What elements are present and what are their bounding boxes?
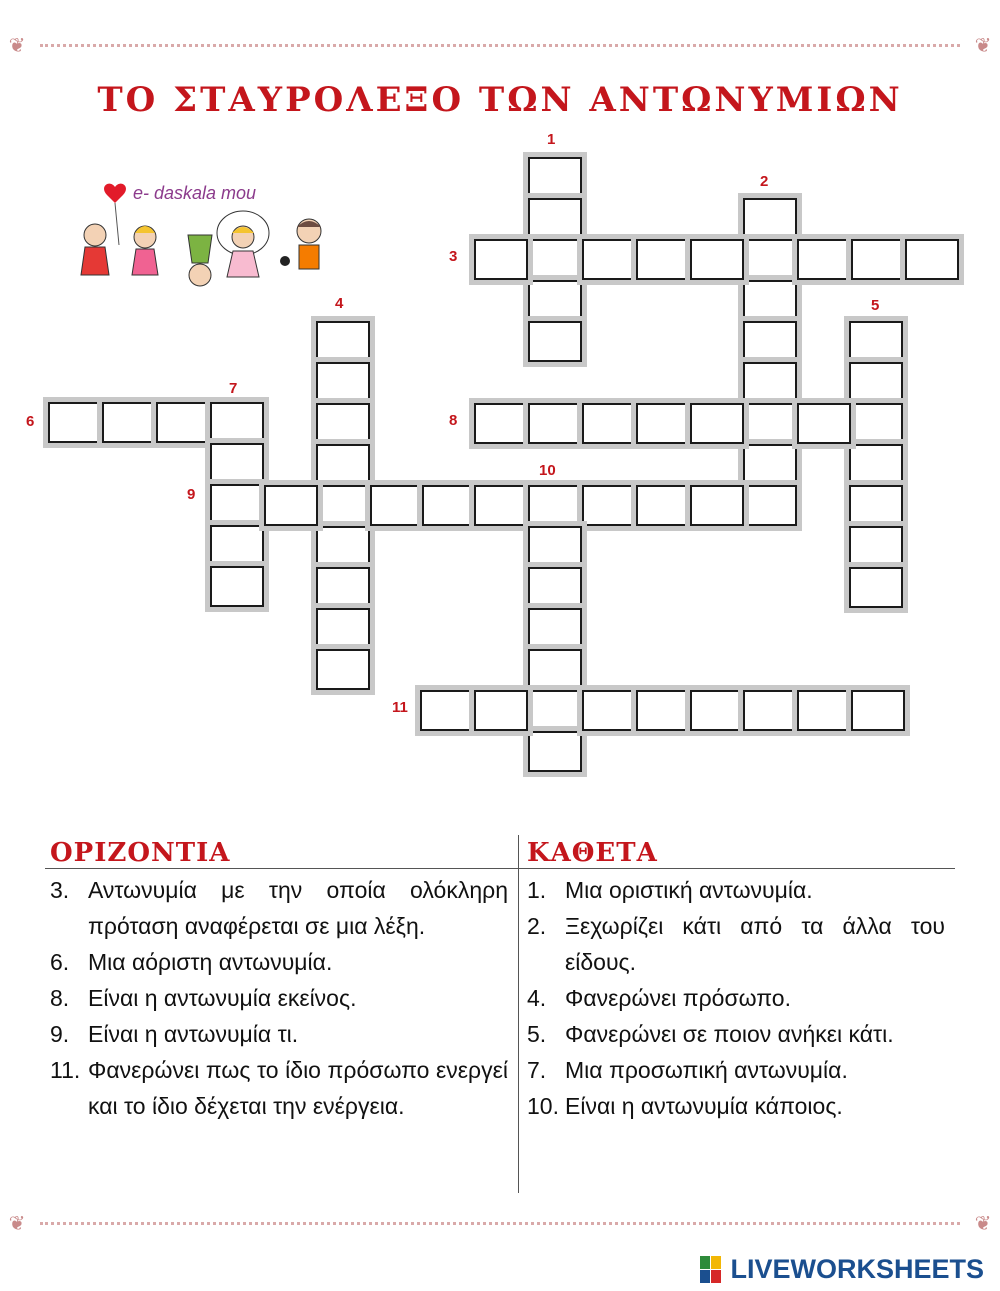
crossword-cell[interactable] [849,526,903,567]
crossword-cell[interactable] [849,362,903,403]
crossword-cell[interactable] [797,239,851,280]
crossword-cell[interactable] [474,403,528,444]
crossword-cell[interactable] [210,402,264,443]
crossword-cell[interactable] [849,321,903,362]
crossword-cell[interactable] [528,239,582,280]
crossword-cell[interactable] [743,362,797,403]
crossword-cell[interactable] [690,239,744,280]
list-item: 4. Φανερώνει πρόσωπο. [527,985,791,1011]
crossword-cell[interactable] [582,403,636,444]
crossword-cell[interactable] [528,321,582,362]
crossword-cell[interactable] [370,485,424,526]
crossword-cell[interactable] [528,731,582,772]
crossword-cell[interactable] [849,444,903,485]
crossword-cell[interactable] [528,157,582,198]
list-item: 5. Φανερώνει σε ποιον ανήκει κάτι. [527,1021,894,1047]
crossword-cell[interactable] [528,280,582,321]
clue-number-6: 6 [26,413,35,430]
crossword-cell[interactable] [210,484,264,525]
crossword-cell[interactable] [636,403,690,444]
crossword-cell[interactable] [690,403,744,444]
down-clues [527,872,945,1124]
crossword-cell[interactable] [316,321,370,362]
page-title: ΤΟ ΣΤΑΥΡΟΛΕΞΟ ΤΩΝ ΑΝΤΩΝΥΜΙΩΝ [97,80,903,120]
corner-ornament-icon: ❦ [8,33,26,57]
corner-ornament-icon: ❦ [974,1211,992,1235]
crossword-cell[interactable] [528,567,582,608]
clue-number-7: 7 [229,380,238,397]
clue-number-8: 8 [449,412,458,429]
crossword-cell[interactable] [156,402,210,443]
crossword-cell[interactable] [528,608,582,649]
crossword-cell[interactable] [420,690,474,731]
crossword-cell[interactable] [528,526,582,567]
crossword-cell[interactable] [851,239,905,280]
crossword-cell[interactable] [528,690,582,731]
crossword-cell[interactable] [743,321,797,362]
list-item: 9. Είναι η αντωνυμία τι. [50,1021,299,1047]
corner-ornament-icon: ❦ [974,33,992,57]
list-item: 2. Ξεχωρίζει κάτι από τα άλλα του είδους. [527,913,945,975]
crossword-cell[interactable] [102,402,156,443]
crossword-cell[interactable] [48,402,102,443]
crossword-cell[interactable] [582,485,636,526]
across-clues [50,872,508,1124]
crossword-cell[interactable] [264,485,318,526]
crossword-cell[interactable] [743,485,797,526]
crossword-cell[interactable] [743,198,797,239]
crossword-cell[interactable] [582,239,636,280]
crossword-cell[interactable] [797,403,851,444]
crossword-cell[interactable] [690,485,744,526]
clue-number-1: 1 [547,131,556,148]
crossword-cell[interactable] [474,690,528,731]
list-item: 10. Είναι η αντωνυμία κάποιος. [527,1093,843,1119]
clue-number-3: 3 [449,248,458,265]
crossword-cell[interactable] [582,690,636,731]
crossword-cell[interactable] [743,280,797,321]
crossword-cell[interactable] [849,567,903,608]
crossword-cell[interactable] [210,566,264,607]
crossword-cell[interactable] [743,444,797,485]
crossword-cell[interactable] [316,608,370,649]
crossword-cell[interactable] [849,485,903,526]
list-item: 1. Μια οριστική αντωνυμία. [527,877,813,903]
crossword-cell[interactable] [316,444,370,485]
clue-number-9: 9 [187,486,196,503]
crossword-cell[interactable] [528,403,582,444]
divider [518,835,519,1193]
clue-number-10: 10 [539,462,556,479]
clue-number-4: 4 [335,295,344,312]
clue-number-11: 11 [392,699,408,716]
clue-number-5: 5 [871,297,880,314]
list-item: 3. Αντωνυμία με την οποία ολόκληρη πρόταση αναφέρεται σε μια λέξη. [50,877,508,939]
crossword-cell[interactable] [474,239,528,280]
crossword-cell[interactable] [528,198,582,239]
clue-number-2: 2 [760,173,769,190]
logo-text: e- daskala mou [133,183,257,203]
liveworksheets-logo-icon [700,1256,722,1284]
crossword-cell[interactable] [422,485,476,526]
crossword-cell[interactable] [316,526,370,567]
crossword-cell[interactable] [210,443,264,484]
list-item: 8. Είναι η αντωνυμία εκείνος. [50,985,357,1011]
crossword-cell[interactable] [528,649,582,690]
crossword-cell[interactable] [636,690,690,731]
crossword-cell[interactable] [210,525,264,566]
crossword-cell[interactable] [851,690,905,731]
crossword-cell[interactable] [849,403,903,444]
list-item: 7. Μια προσωπική αντωνυμία. [527,1057,848,1083]
divider [45,868,955,869]
crossword-cell[interactable] [316,567,370,608]
crossword-cell[interactable] [797,690,851,731]
down-title: ΚΑΘΕΤΑ [527,838,658,868]
crossword-cell[interactable] [743,403,797,444]
corner-ornament-icon: ❦ [8,1211,26,1235]
crossword-cell[interactable] [316,362,370,403]
crossword-cell[interactable] [636,239,690,280]
crossword-cell[interactable] [316,485,370,526]
crossword-cell[interactable] [743,690,797,731]
crossword-cell[interactable] [636,485,690,526]
bottom-border [40,1222,960,1225]
crossword-cell[interactable] [528,485,582,526]
across-title: ΟΡΙΖΟΝΤΙΑ [50,838,231,868]
crossword-cell[interactable] [743,239,797,280]
crossword-cell[interactable] [316,649,370,690]
brand-name: LIVEWORKSHEETS [730,1254,984,1284]
crossword-cell[interactable] [474,485,528,526]
list-item: 11. Φανερώνει πως το ίδιο πρόσωπο ενεργεί και το ίδιο δέχεται την ενέργεια. [50,1057,508,1119]
crossword-cell[interactable] [316,403,370,444]
crossword-cell[interactable] [690,690,744,731]
crossword-cell[interactable] [905,239,959,280]
list-item: 6. Μια αόριστη αντωνυμία. [50,949,333,975]
